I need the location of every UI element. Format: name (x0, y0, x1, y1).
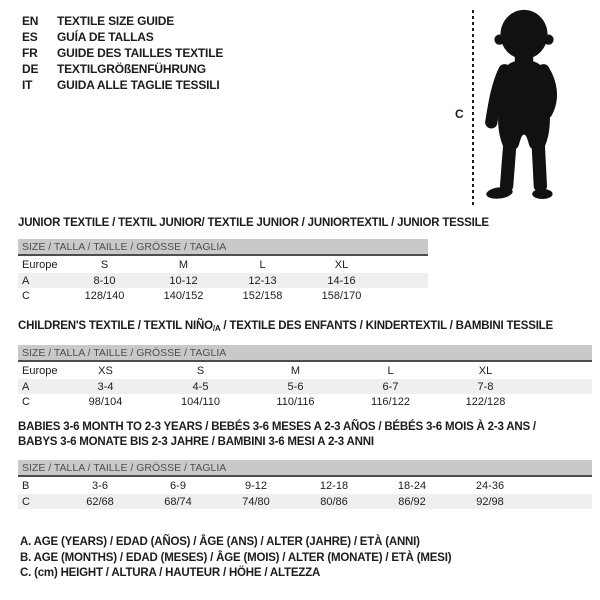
spacer-cell (381, 288, 428, 303)
size-cell: 104/110 (181, 395, 220, 408)
column-header-l: L (387, 364, 394, 377)
size-cell: 62/68 (61, 494, 139, 509)
size-header-label: SIZE / TALLA / TAILLE / GRÖSSE / TAGLIA (18, 460, 592, 476)
language-code: EN (22, 14, 39, 28)
size-header-bar (18, 460, 592, 476)
size-cell: 12-13 (223, 273, 302, 288)
table-row-a (18, 379, 592, 394)
table-row-c (18, 494, 592, 509)
size-cell: 9-12 (244, 479, 268, 492)
column-header-m: M (178, 258, 189, 271)
size-cell: 6-9 (170, 479, 186, 492)
size-header-label: SIZE / TALLA / TAILLE / GRÖSSE / TAGLIA (18, 345, 592, 361)
column-header-m: M (290, 364, 301, 377)
children-size-table (18, 345, 592, 409)
size-cell: 116/122 (371, 395, 410, 408)
spacer-cell (529, 494, 592, 509)
size-cell: 68/74 (139, 494, 217, 509)
row-label-cell: C (22, 395, 30, 408)
size-header-bar (18, 345, 592, 361)
children-title-post: / TEXTILE DES ENFANTS / KINDERTEXTIL / BAMBINI TESSILE (220, 320, 553, 332)
size-cell: 110/116 (276, 395, 315, 408)
spacer-cell (533, 379, 592, 394)
language-label: GUÍA DE TALLAS (57, 30, 154, 44)
table-row-b (18, 476, 592, 494)
footnote-b: B. AGE (MONTHS) / EDAD (MESES) / ÂGE (MOIS) / ALTER (MONATE) / ETÀ (MESI) (20, 551, 452, 564)
size-cell: 158/170 (321, 289, 362, 302)
language-row-it (22, 77, 223, 93)
size-cell: 140/152 (163, 289, 204, 302)
language-row-fr (22, 45, 223, 61)
column-header-europe: Europe (22, 258, 58, 271)
size-cell: 10-12 (144, 273, 223, 288)
column-header-xs: XS (98, 364, 113, 377)
size-cell: 4-5 (153, 379, 248, 394)
column-header-europe: Europe (22, 364, 58, 377)
junior-table-title: JUNIOR TEXTILE / TEXTIL JUNIOR/ TEXTILE JUNIOR / JUNIORTEXTIL / JUNIOR TESSILE (18, 217, 489, 229)
size-cell: 74/80 (217, 494, 295, 509)
table-row-c (18, 288, 428, 303)
size-header-label: SIZE / TALLA / TAILLE / GRÖSSE / TAGLIA (18, 239, 428, 255)
height-dashed-line (472, 10, 474, 206)
babies-title-line1: BABIES 3-6 MONTH TO 2-3 YEARS / BEBÉS 3-6 MESES A 2-3 AÑOS / BÉBÉS 3-6 MOIS À 2-3 ANS / (18, 421, 536, 433)
column-header-row (18, 255, 428, 273)
size-cell: 7-8 (438, 379, 533, 394)
table-row-a (18, 273, 428, 288)
language-code: FR (22, 46, 38, 60)
babies-title-line2: BABYS 3-6 MONATE BIS 2-3 JAHRE / BAMBINI 3-6 MESI A 2-3 ANNI (18, 436, 374, 448)
babies-size-table (18, 460, 592, 509)
footnote-legend (20, 535, 451, 582)
children-title-subscript: /A (212, 324, 221, 333)
language-row-es (22, 29, 223, 45)
size-cell: 18-24 (397, 479, 427, 492)
column-header-xl: XL (478, 364, 493, 377)
footnote-a: A. AGE (YEARS) / EDAD (AÑOS) / ÂGE (ANS) / ALTER (JAHRE) / ETÀ (ANNI) (20, 536, 420, 548)
column-header-l: L (259, 258, 266, 271)
baby-silhouette-icon (478, 4, 570, 206)
junior-size-table (18, 239, 428, 303)
column-header-xl: XL (334, 258, 349, 271)
size-cell: 98/104 (88, 395, 123, 408)
spacer-cell (381, 273, 428, 288)
size-cell: 92/98 (451, 494, 529, 509)
spacer-cell (533, 361, 592, 379)
children-table-title (18, 320, 553, 333)
children-title-pre: CHILDREN'S TEXTILE / TEXTIL NIÑO (18, 320, 213, 332)
language-label: TEXTILE SIZE GUIDE (57, 14, 175, 28)
size-cell: 86/92 (373, 494, 451, 509)
row-label-cell: B (22, 479, 30, 492)
spacer-cell (381, 255, 428, 273)
size-cell: 3-4 (58, 379, 153, 394)
row-label-cell: A (18, 273, 65, 288)
language-code: ES (22, 30, 38, 44)
language-row-en (22, 13, 223, 29)
row-label-cell: C (22, 289, 30, 302)
spacer-cell (529, 476, 592, 494)
table-row-c (18, 394, 592, 409)
size-cell: 5-6 (248, 379, 343, 394)
babies-table-title (18, 420, 536, 450)
size-cell: 6-7 (343, 379, 438, 394)
size-cell: 8-10 (65, 273, 144, 288)
row-label-cell: A (18, 379, 58, 394)
size-cell: 80/86 (295, 494, 373, 509)
column-header-s: S (196, 364, 205, 377)
language-label: TEXTILGRÖßENFÜHRUNG (57, 62, 206, 76)
column-header-s: S (100, 258, 109, 271)
size-cell: 14-16 (302, 273, 381, 288)
language-code: DE (22, 62, 39, 76)
size-cell: 12-18 (319, 479, 349, 492)
language-label: GUIDE DES TAILLES TEXTILE (57, 46, 224, 60)
height-label-c: C (455, 107, 464, 121)
row-label-cell: C (18, 494, 61, 509)
size-cell: 3-6 (92, 479, 108, 492)
language-label: GUIDA ALLE TAGLIE TESSILI (57, 78, 220, 92)
spacer-cell (533, 394, 592, 409)
language-list (22, 13, 223, 93)
size-cell: 152/158 (242, 289, 283, 302)
footnote-c: C. (cm) HEIGHT / ALTURA / HAUTEUR / HÖHE / ALTEZZA (20, 567, 321, 579)
size-header-bar (18, 239, 428, 255)
language-row-de (22, 61, 223, 77)
size-cell: 24-36 (475, 479, 505, 492)
column-header-row (18, 361, 592, 379)
size-cell: 128/140 (84, 289, 125, 302)
size-cell: 122/128 (465, 395, 506, 408)
language-code: IT (22, 78, 33, 92)
